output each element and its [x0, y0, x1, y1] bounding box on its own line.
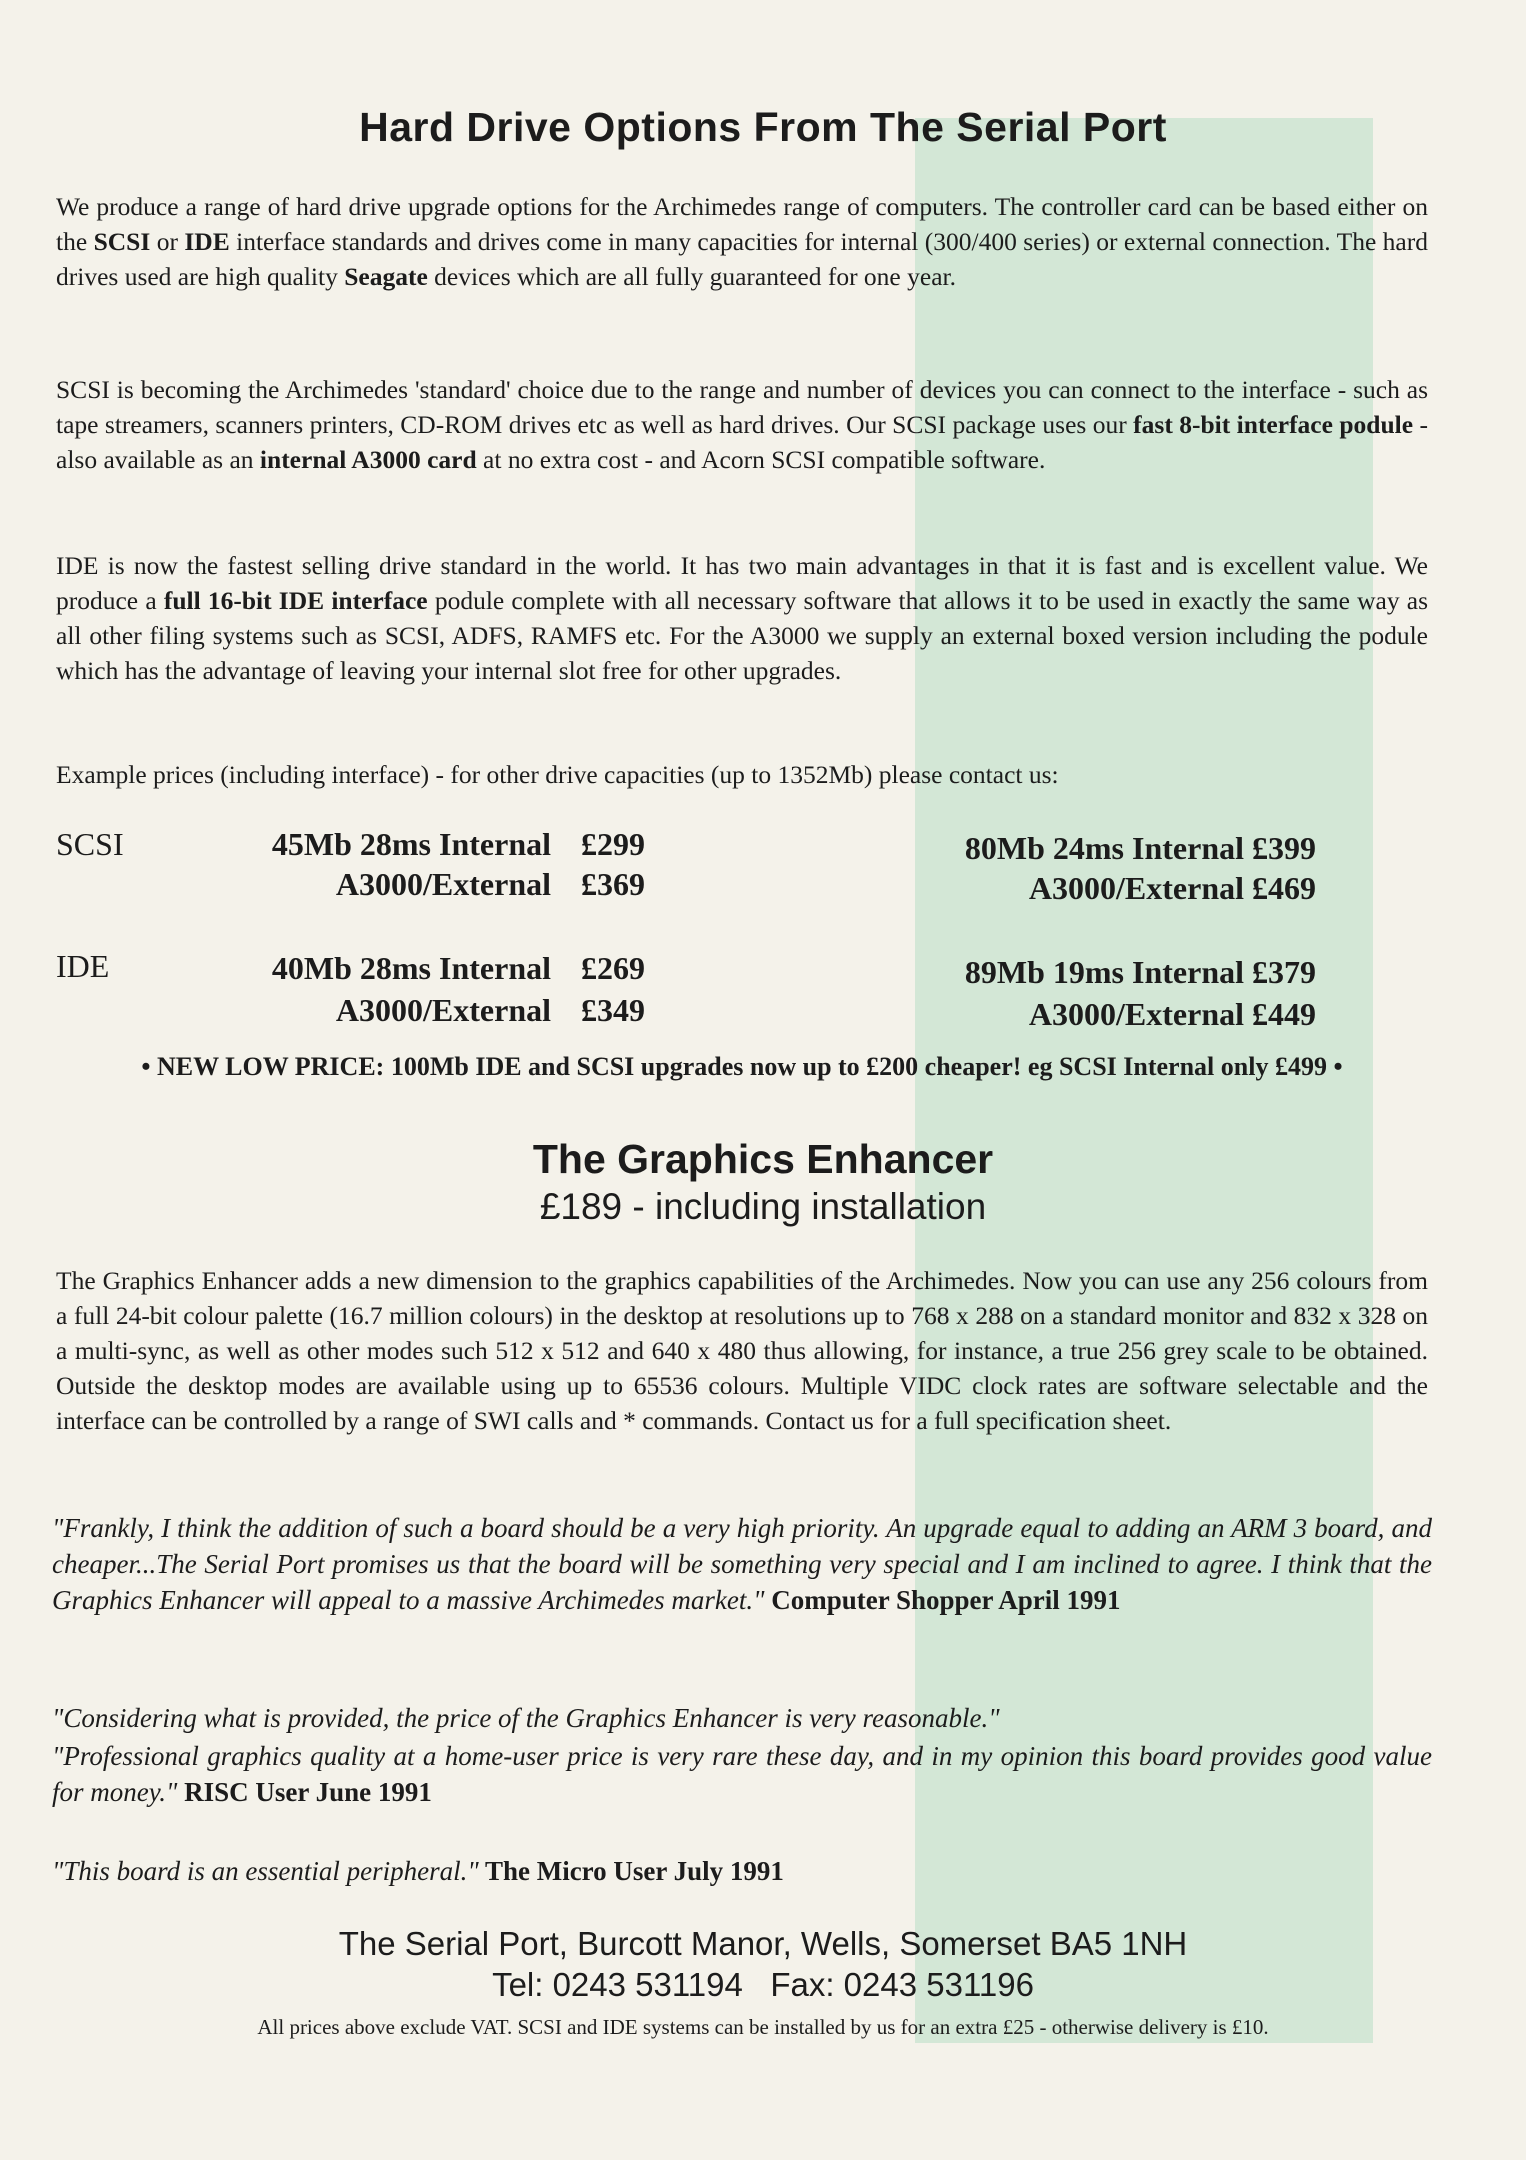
graphics-enhancer-description: The Graphics Enhancer adds a new dimension to the graphics capabilities of the Archimedes. Now you can use any 256 colours from a full 24-bit colour palette (16.7 million colours) in the desktop at resolutions up to 768 x 288 on a standard monitor and 832 x 328 on a multi-sync, as well as other modes such 512 x 512 and 640 x 480 thus allowing, for instance, a true 256 grey scale to be obtained. Outside the desktop modes are available using up to 65536 colours. Multiple VIDC clock rates are software selectable and the interface can be controlled by a range of SWI calls and * commands. Contact us for a full specification sheet.	[56, 1266, 1428, 1435]
price-value: £379	[1252, 954, 1316, 990]
price-item: A3000/External	[335, 992, 551, 1028]
price-item: A3000/External	[1028, 870, 1244, 906]
vat-footnote: All prices above exclude VAT. SCSI and IDE systems can be installed by us for an extra £25 - otherwise delivery is £10.	[257, 2015, 1269, 2039]
scsi-paragraph: SCSI is becoming the Archimedes 'standard' choice due to the range and number of devices you can connect to the interface - such as tape streamers, scanners printers, CD-ROM drives etc as well as hard drives. Our SCSI package uses our fast 8-bit interface podule - also available as an internal A3000 card at no extra cost - and Acorn SCSI compatible software.	[56, 375, 1428, 474]
price-category-ide: IDE	[56, 948, 110, 984]
graphics-enhancer-price: £189 - including installation	[539, 1186, 987, 1227]
company-phone-fax: Tel: 0243 531194 Fax: 0243 531196	[492, 1966, 1034, 2003]
example-prices-intro: Example prices (including interface) - for other drive capacities (up to 1352Mb) please contact us:	[56, 760, 1059, 789]
price-value: £399	[1252, 830, 1316, 866]
price-item: 45Mb 28ms Internal	[271, 826, 551, 862]
price-item: 40Mb 28ms Internal	[271, 950, 551, 986]
company-address: The Serial Port, Burcott Manor, Wells, Somerset BA5 1NH	[338, 1925, 1188, 1962]
price-item: 89Mb 19ms Internal	[964, 954, 1244, 990]
ide-paragraph: IDE is now the fastest selling drive standard in the world. It has two main advantages in that it is fast and is excellent value. We produce a full 16-bit IDE interface podule complete with all necessary software that allows it to be used in exactly the same way as all other filing systems such as SCSI, ADFS, RAMFS etc. For the A3000 we supply an external boxed version including the podule which has the advantage of leaving your internal slot free for other upgrades.	[56, 551, 1428, 685]
quote-computer-shopper: "Frankly, I think the addition of such a board should be a very high priority. An upgrade equal to adding an ARM 3 board, and cheaper...The Serial Port promises us that the board will be something very special and I am inclined to agree. I think that the Graphics Enhancer will appeal to a massive Archimedes market." Computer Shopper April 1991	[52, 1513, 1432, 1615]
price-item: 80Mb 24ms Internal	[964, 830, 1244, 866]
price-item: A3000/External	[335, 866, 551, 902]
price-value: £449	[1252, 996, 1316, 1032]
hard-drive-heading: Hard Drive Options From The Serial Port	[359, 104, 1167, 150]
quote-risc-user-2: "Professional graphics quality at a home-user price is very rare these day, and in my opinion this board provides good value for money." RISC User June 1991	[52, 1741, 1432, 1807]
quote-micro-user: "This board is an essential peripheral." The Micro User July 1991	[52, 1856, 784, 1886]
price-value: £299	[581, 826, 645, 862]
quote-risc-user-1: "Considering what is provided, the price of the Graphics Enhancer is very reasonable."	[52, 1703, 1000, 1733]
price-value: £349	[581, 992, 645, 1028]
price-value: £369	[581, 866, 645, 902]
price-value: £469	[1252, 870, 1316, 906]
hard-drive-intro-paragraph: We produce a range of hard drive upgrade options for the Archimedes range of computers. The controller card can be based either on the SCSI or IDE interface standards and drives come in many capacities for internal (300/400 series) or external connection. The hard drives used are high quality Seagate devices which are all fully guaranteed for one year.	[56, 192, 1428, 291]
price-item: A3000/External	[1028, 996, 1244, 1032]
price-category-scsi: SCSI	[56, 826, 124, 862]
graphics-enhancer-heading: The Graphics Enhancer	[532, 1136, 994, 1182]
price-value: £269	[581, 950, 645, 986]
new-low-price-banner: • NEW LOW PRICE: 100Mb IDE and SCSI upgrades now up to £200 cheaper! eg SCSI Internal only £499 •	[141, 1052, 1343, 1081]
